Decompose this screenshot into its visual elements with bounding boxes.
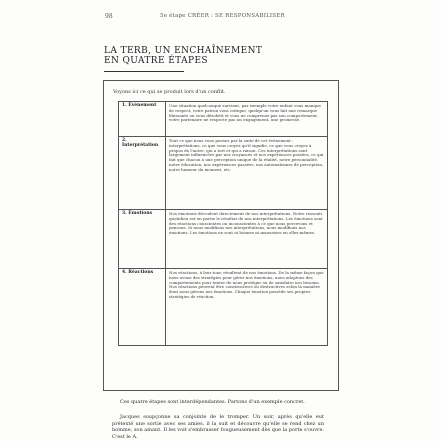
box-intro: Voyons ici ce qui se produit lors d'un conflit. [113,89,226,95]
section-title-line-2: EN QUATRE ÉTAPES [104,56,208,66]
title-underline [104,71,184,72]
body-paragraph-2 [112,414,324,440]
stage-label: 3. Émotions [119,210,166,269]
body-paragraph-1 [112,399,324,406]
stage-label: 4. Réactions [119,269,166,346]
paragraph-text: Jacques soupçonne sa conjointe de le tromper. Un soir, après qu'elle eut prétexté une sortie avec ses amies, il la suit et découvre qu'elle se rend chez un homme, son amant. Il les voit s'embrasser fougueusement dès que la porte s'ouvre. C'est le A. [112,414,324,440]
stage-label: 2. Interprétation [119,137,166,210]
table-row [119,102,328,137]
stages-box [103,80,339,391]
running-header: 5e étape CRÉER : SE RESPONSABILISER [160,13,285,19]
table-row [119,137,328,210]
stage-description: Nos émotions découlent directement de nos interprétations. Notre ressenti quotidien est en partie le résultat de nos interprétations. Les émotions sont des réactions conscientes ou inconscientes à ce que nous percevons et pensons. Si nous modifions nos interprétations, nous modifions nos émotions. Les émotions ne sont ni bonnes ni mauvaises en elles-mêmes. [166,210,328,269]
stage-description: Tout ce que nous vous pensez par la suite de cet événement : interprétations, ce que vous croyez qu'il signifie, ce que vous croyez à propos de l'autre, qui a tort et qui a raison. Ces interprétations sont largement influencées par nos croyances et nos expériences passées, ce qui fait que chacun a une perception unique de la réalité, notre personnalité, notre éducation, nos expériences passées, nos automatismes de perception, notre humeur du moment, etc. [166,137,328,210]
page-number: 98 [105,13,113,20]
table-row [119,210,328,269]
paragraph-text: Ces quatre étapes sont interdépendantes. Partons d'un exemple concret. [120,399,305,405]
stage-label: 1. Événement [119,102,166,137]
table-row [119,269,328,346]
section-title [104,46,334,66]
stage-description: Une situation quelconque survient, par exemple votre enfant vous manque de respect, votre patron vous critique, quelqu'un vous fait une remarque blessante ou vous désobéit et vous ne comprenez pas son comportement, votre partenaire ne respecte pas un engagement, une promesse. [166,102,328,137]
stages-table [118,101,328,346]
section-title-line-1: LA TERB, UN ENCHAÎNEMENT [104,46,263,56]
stage-description: Nos réactions, à leur tour, résultent de nos émotions. De la même façon que nous avons des stratégies pour gérer nos émotions, nous adoptons des comportements pour tenter de nous protéger ou de satisfaire nos besoins. Nos réactions peuvent être constructives ou destructives selon la manière dont nous gérons nos émotions. Chaque émotion possède ses propres stratégies de réaction. [166,269,328,346]
